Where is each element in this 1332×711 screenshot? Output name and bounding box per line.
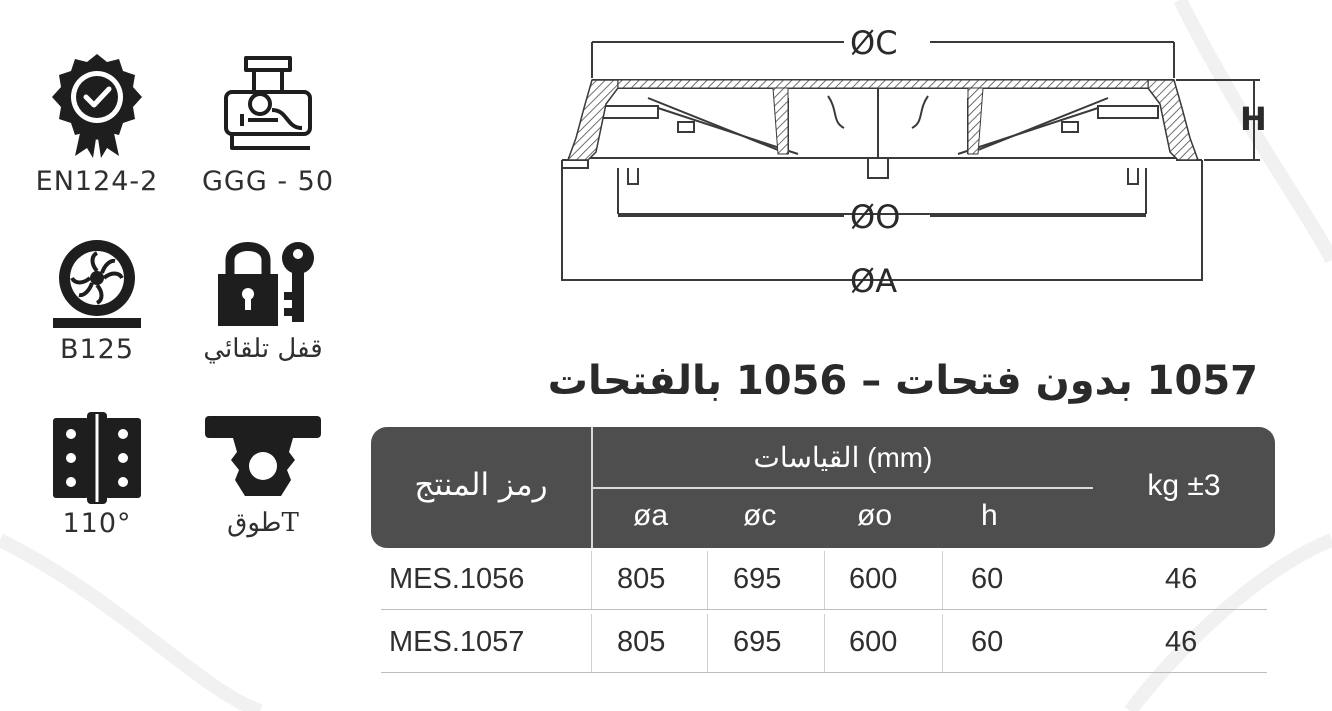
product-heading: 1057 بدون فتحات – 1056 بالفتحات xyxy=(547,358,1258,404)
specs-table-header xyxy=(371,427,1275,548)
manhole-cross-section-drawing xyxy=(548,18,1288,308)
feature-certification xyxy=(22,52,172,197)
dimension-label-o: ØO xyxy=(850,198,901,236)
feature-t-gasket xyxy=(188,414,338,538)
table-cell: 805 xyxy=(617,626,666,658)
specs-table-body xyxy=(381,551,1267,673)
feature-auto-lock xyxy=(178,234,348,364)
dimension-label-h: H xyxy=(1240,100,1267,138)
table-cell: 600 xyxy=(849,626,898,658)
table-cell: 695 xyxy=(733,563,782,595)
feature-label: 110° xyxy=(62,508,132,539)
table-cell: 60 xyxy=(971,563,1004,595)
dimension-label-a: ØA xyxy=(850,262,898,300)
dimension-label-c: ØC xyxy=(850,24,898,62)
casting-material-icon xyxy=(218,52,318,162)
weight-cell: 46 xyxy=(1165,563,1198,595)
product-code-cell: MES.1056 xyxy=(389,563,525,595)
feature-label: قفل تلقائي xyxy=(203,334,323,364)
feature-label: GGG - 50 xyxy=(201,166,335,197)
product-code-cell: MES.1057 xyxy=(389,626,525,658)
wheel-load-icon xyxy=(47,234,147,330)
table-cell: 805 xyxy=(617,563,666,595)
table-row xyxy=(381,551,1267,610)
padlock-key-icon xyxy=(208,234,318,330)
column-header-a: øa xyxy=(633,499,669,532)
feature-hinge xyxy=(22,412,172,539)
certificate-badge-icon xyxy=(47,52,147,162)
table-row xyxy=(381,614,1267,673)
t-gasket-icon xyxy=(203,414,323,504)
table-cell: 695 xyxy=(733,626,782,658)
feature-load-class xyxy=(22,234,172,365)
dimensions-header: القياسات (mm) xyxy=(753,442,933,473)
table-cell: 600 xyxy=(849,563,898,595)
product-code-header: رمز المنتج xyxy=(414,467,548,503)
feature-material xyxy=(188,52,348,197)
feature-label: B125 xyxy=(59,334,135,365)
column-header-c: øc xyxy=(743,499,777,532)
feature-label: EN124-2 xyxy=(35,166,159,197)
table-cell: 60 xyxy=(971,626,1004,658)
header-divider xyxy=(593,487,1093,489)
weight-cell: 46 xyxy=(1165,626,1198,658)
hinge-icon xyxy=(47,412,147,504)
weight-header: kg ±3 xyxy=(1147,469,1221,502)
column-header-o: øo xyxy=(857,499,893,532)
feature-label: طوقT xyxy=(227,508,299,538)
column-header-h: h xyxy=(981,499,998,532)
